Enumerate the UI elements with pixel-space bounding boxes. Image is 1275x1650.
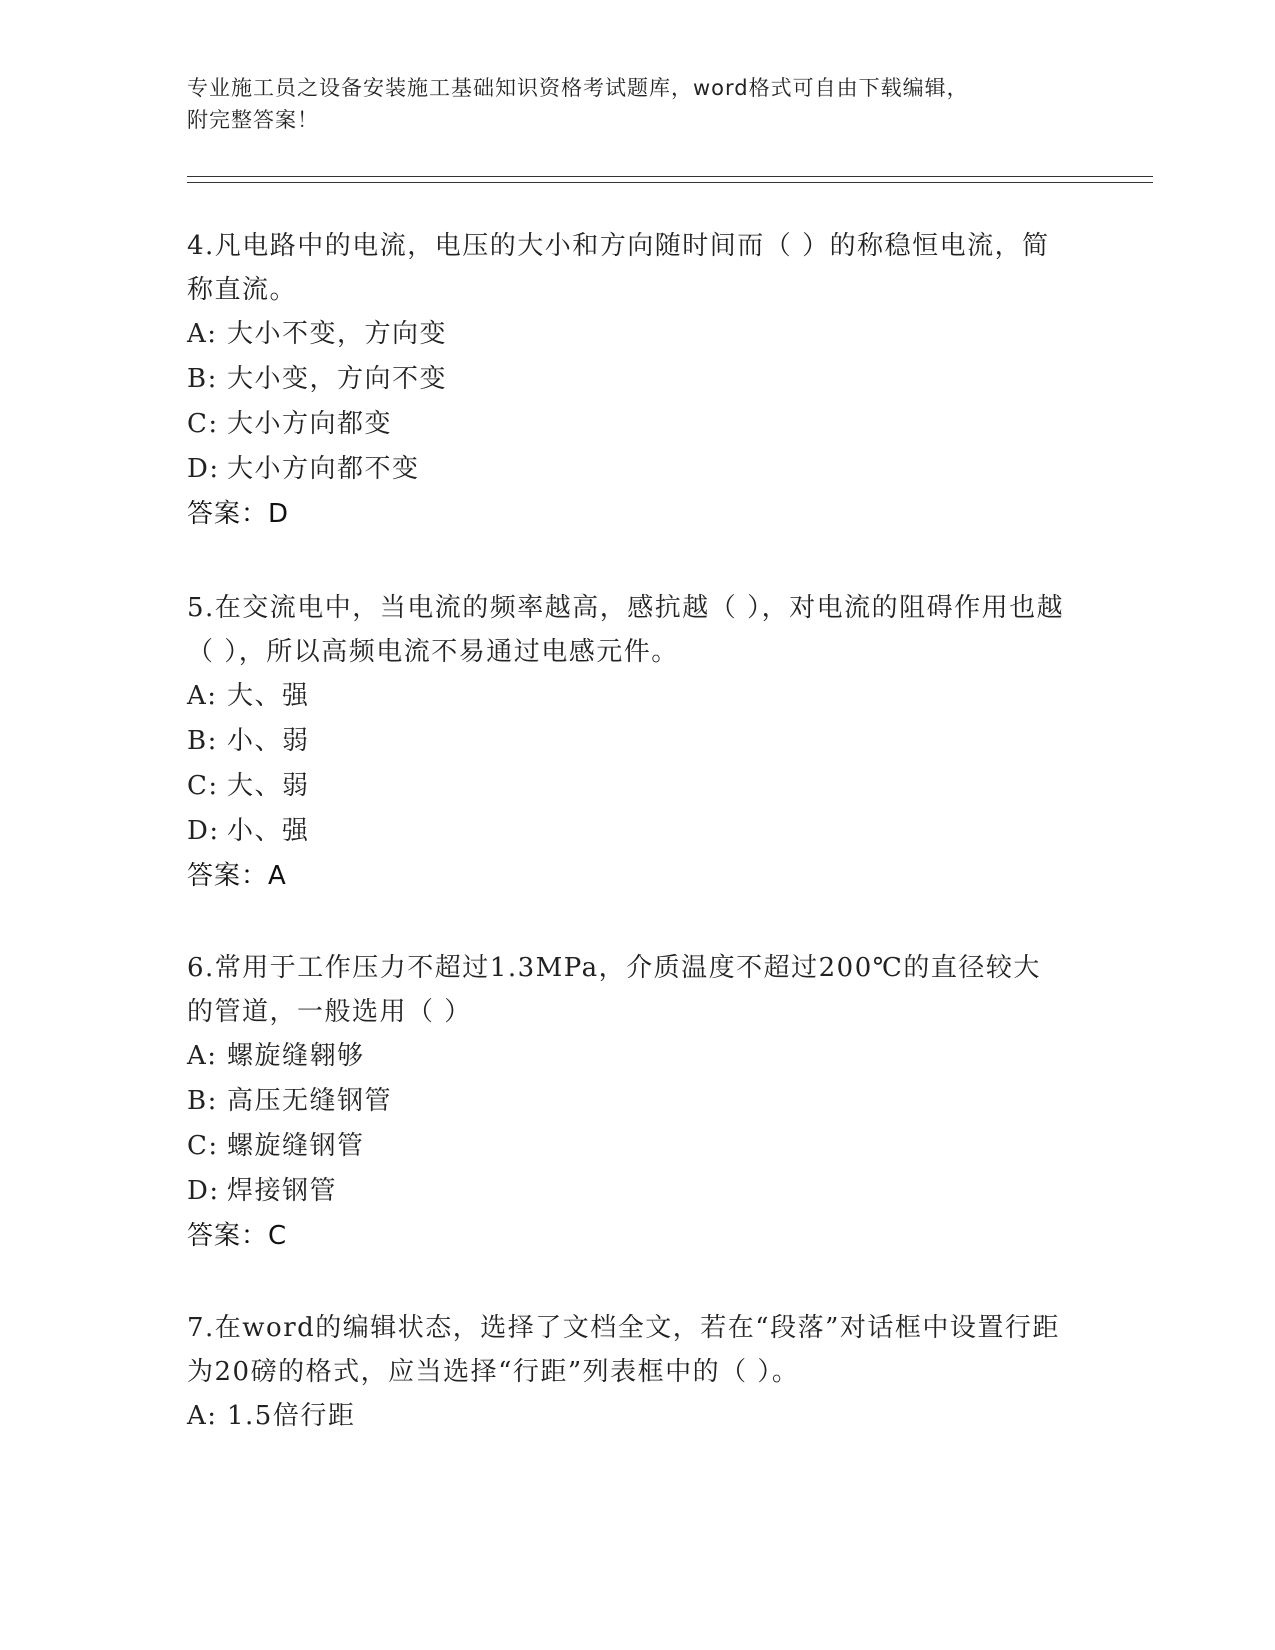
option-text: 螺旋缝钢管 xyxy=(227,1131,365,1161)
option-text: 大小方向都变 xyxy=(227,409,393,439)
option-key: A: xyxy=(187,681,218,711)
option-text: 大、强 xyxy=(227,681,310,711)
option-key: B: xyxy=(187,364,218,394)
option-key: D: xyxy=(187,1176,220,1206)
option-d xyxy=(187,447,1087,492)
question-stem: 4.凡电路中的电流，电压的大小和方向随时间而（ ）的称稳恒电流，简称直流。 xyxy=(187,231,1050,305)
option-key: A: xyxy=(187,1041,218,1071)
option-text: 1.5倍行距 xyxy=(227,1401,356,1431)
option-c xyxy=(187,1124,1087,1169)
option-text: 大小方向都不变 xyxy=(227,454,420,484)
option-text: 螺旋缝翱够 xyxy=(227,1041,365,1071)
option-b xyxy=(187,1079,1087,1124)
answer-line: 答案：D xyxy=(187,499,290,529)
answer-line: 答案：A xyxy=(187,861,287,891)
option-text: 大小不变，方向变 xyxy=(227,319,448,349)
option-key: B: xyxy=(187,726,218,756)
header-line-1: 专业施工员之设备安装施工基础知识资格考试题库，word格式可自由下载编辑， xyxy=(187,76,969,100)
question-4 xyxy=(187,224,1087,537)
option-text: 大、弱 xyxy=(227,771,310,801)
question-7 xyxy=(187,1306,1087,1439)
document-header xyxy=(187,72,1067,136)
option-a xyxy=(187,1394,1087,1439)
option-key: C: xyxy=(187,409,219,439)
option-key: A: xyxy=(187,1401,218,1431)
option-key: A: xyxy=(187,319,218,349)
option-key: C: xyxy=(187,1131,219,1161)
option-text: 小、强 xyxy=(227,816,310,846)
question-6 xyxy=(187,946,1087,1259)
option-b xyxy=(187,357,1087,402)
option-b xyxy=(187,719,1087,764)
header-line-2: 附完整答案！ xyxy=(187,108,319,132)
option-text: 小、弱 xyxy=(227,726,310,756)
option-key: C: xyxy=(187,771,219,801)
option-a xyxy=(187,674,1087,719)
option-text: 大小变，方向不变 xyxy=(227,364,448,394)
option-key: D: xyxy=(187,816,220,846)
question-stem: 7.在word的编辑状态，选择了文档全文，若在“段落”对话框中设置行距为20磅的格式，应当选择“行距”列表框中的（ ）。 xyxy=(187,1313,1060,1387)
header-divider-bottom xyxy=(187,182,1153,183)
question-5 xyxy=(187,586,1087,899)
option-d xyxy=(187,809,1087,854)
option-c xyxy=(187,402,1087,447)
option-text: 焊接钢管 xyxy=(227,1176,338,1206)
option-a xyxy=(187,312,1087,357)
option-c xyxy=(187,764,1087,809)
option-text: 高压无缝钢管 xyxy=(227,1086,393,1116)
answer-line: 答案：C xyxy=(187,1221,288,1251)
header-divider-top xyxy=(187,176,1153,177)
option-key: D: xyxy=(187,454,220,484)
question-stem: 5.在交流电中，当电流的频率越高，感抗越（ ），对电流的阻碍作用也越（ ），所以高频电流不易通过电感元件。 xyxy=(187,593,1065,667)
question-stem: 6.常用于工作压力不超过1.3MPa，介质温度不超过200℃的直径较大的管道，一般选用（ ） xyxy=(187,953,1041,1027)
option-key: B: xyxy=(187,1086,218,1116)
option-d xyxy=(187,1169,1087,1214)
option-a xyxy=(187,1034,1087,1079)
